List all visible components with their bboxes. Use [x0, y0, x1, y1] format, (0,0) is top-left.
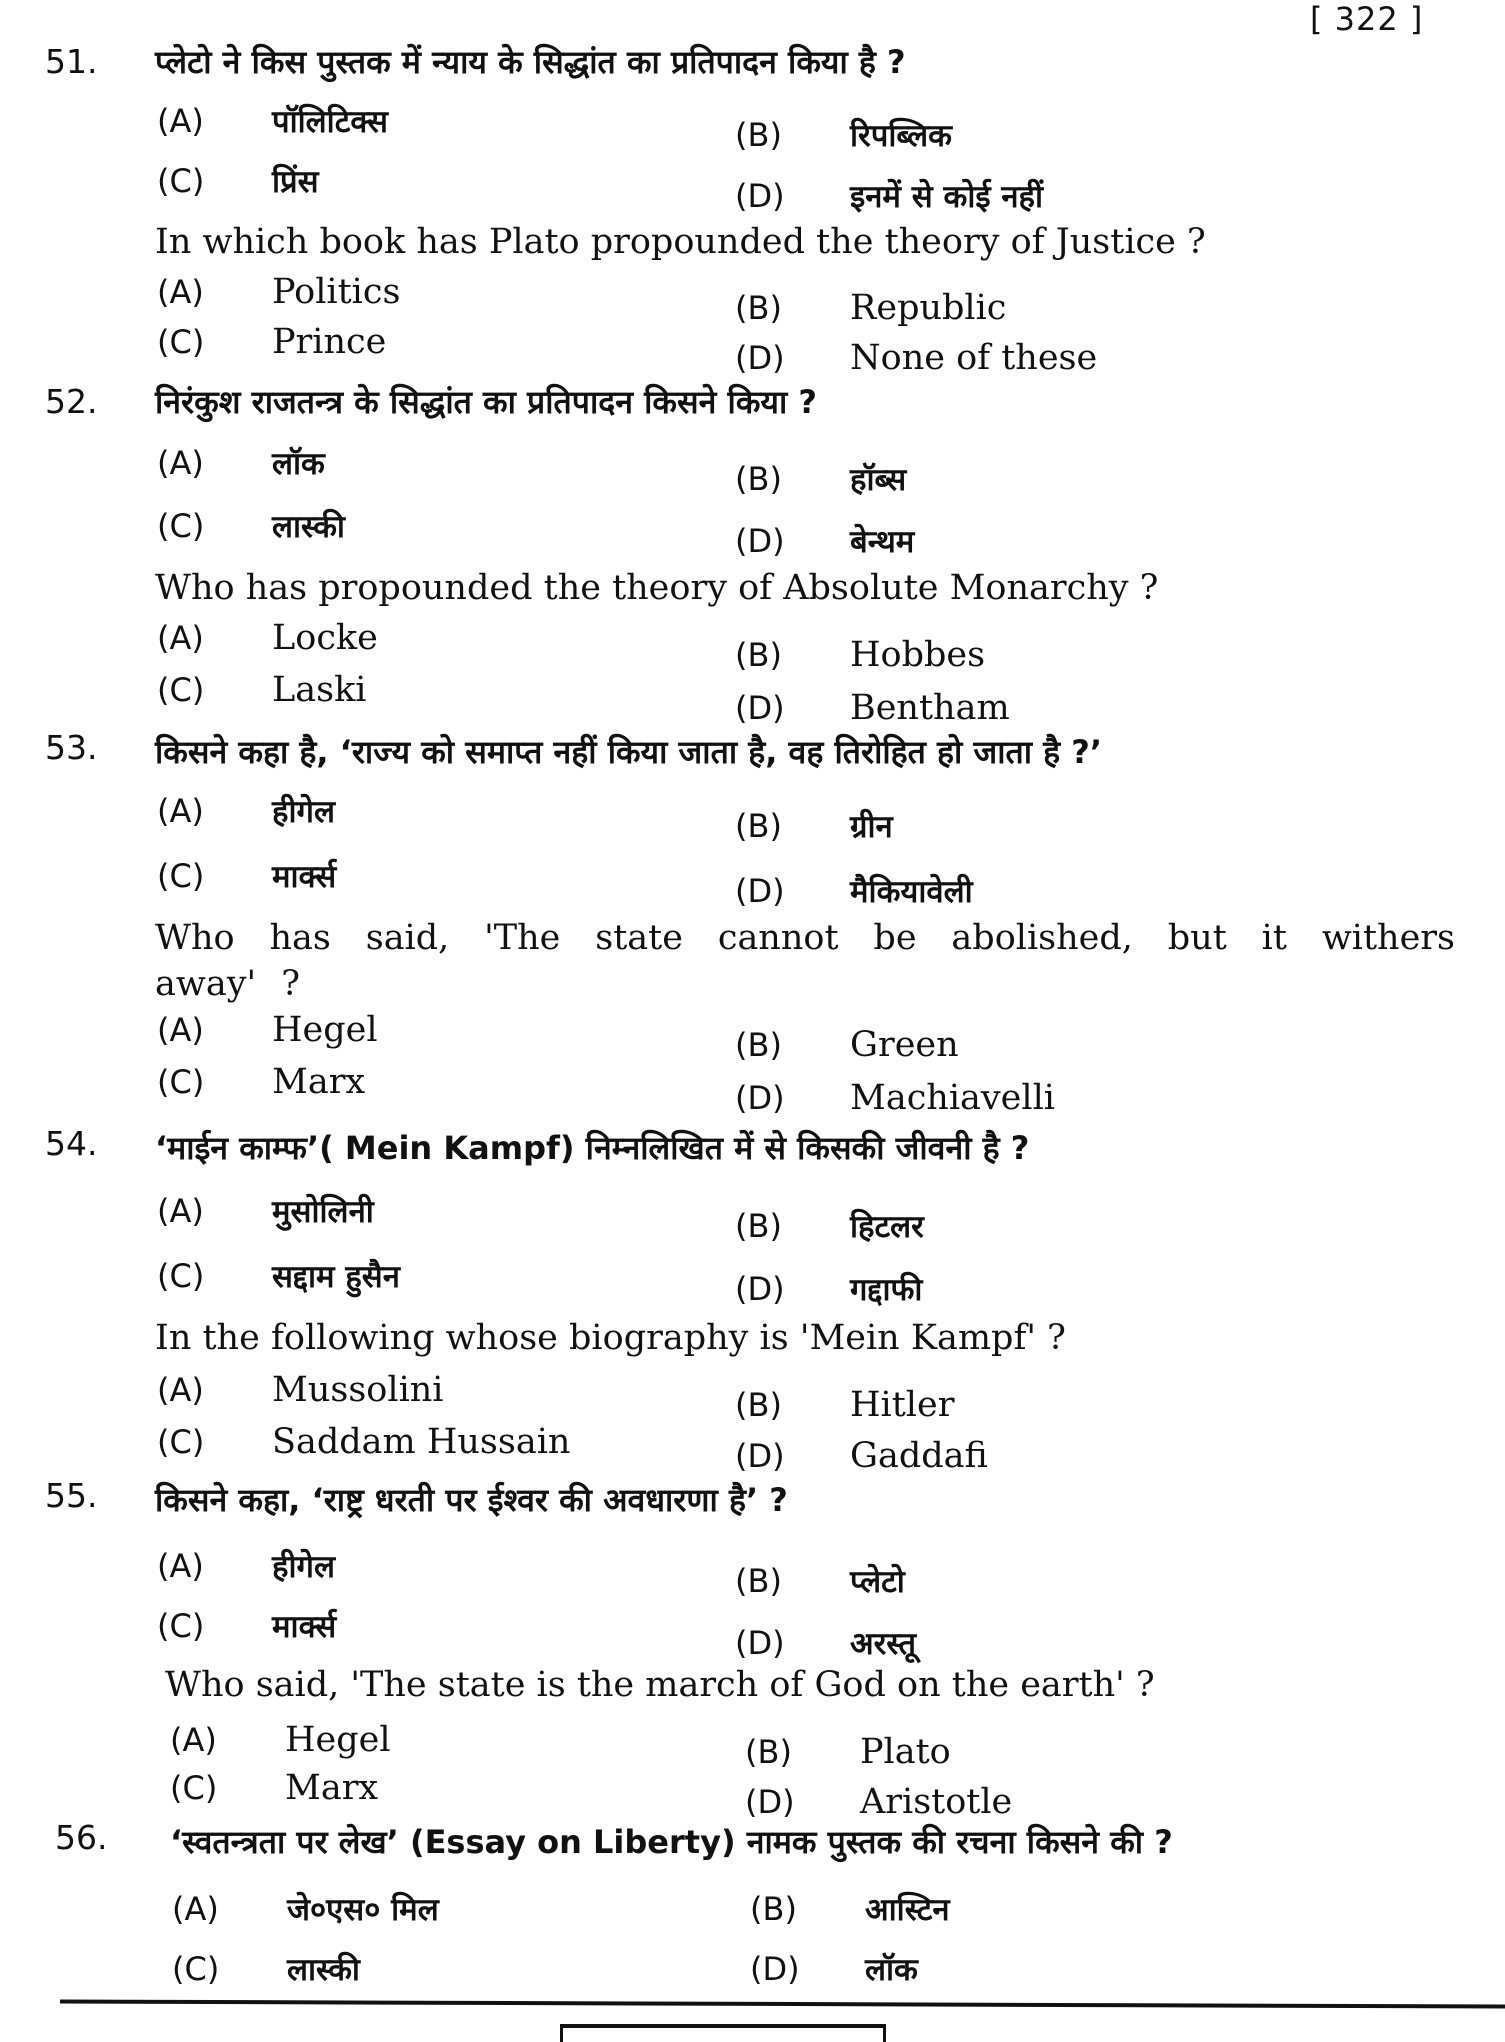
question-number: 54. — [45, 1124, 98, 1163]
option-label: (A) — [157, 1011, 204, 1049]
option-label: (D) — [735, 339, 785, 377]
option-a-english — [170, 1720, 391, 1760]
option-a-hindi — [157, 1190, 374, 1232]
option-label: (B) — [735, 1562, 782, 1600]
option-a-hindi — [157, 1545, 335, 1587]
option-label: (A) — [157, 102, 204, 140]
option-value: Marx — [272, 1062, 366, 1102]
question-number: 55. — [45, 1476, 98, 1515]
option-value: Green — [850, 1025, 959, 1065]
option-label: (D) — [750, 1950, 800, 1988]
option-label: (D) — [735, 522, 785, 560]
option-value: हीगेल — [272, 1549, 335, 1585]
question-number: 52. — [45, 382, 98, 421]
option-value: गद्दाफी — [850, 1272, 923, 1308]
option-value: हॉब्स — [850, 462, 907, 498]
option-value: प्रिंस — [272, 164, 319, 200]
option-b-english — [735, 635, 985, 675]
option-value: पॉलिटिक्स — [272, 104, 389, 140]
option-label: (B) — [735, 807, 782, 845]
option-d-english — [735, 1078, 1055, 1118]
option-value: Saddam Hussain — [272, 1422, 571, 1462]
option-value: लॉक — [272, 446, 325, 482]
option-label: (C) — [157, 323, 205, 361]
option-b-hindi — [735, 1560, 905, 1602]
option-b-hindi — [750, 1888, 950, 1930]
option-b-hindi — [735, 114, 952, 156]
option-a-hindi — [157, 100, 388, 142]
option-value: Aristotle — [860, 1782, 1013, 1822]
option-value: Machiavelli — [850, 1078, 1055, 1118]
question-text-hindi: ‘माईन काम्फ’( Mein Kampf) निम्नलिखित में से किसकी जीवनी है ? — [155, 1129, 1030, 1167]
option-label: (A) — [157, 273, 204, 311]
option-value: रिपब्लिक — [850, 118, 952, 154]
option-value: हिटलर — [850, 1209, 924, 1245]
option-value: Locke — [272, 618, 378, 658]
option-a-english — [157, 1010, 378, 1050]
option-label: (C) — [157, 1257, 205, 1295]
question-text-hindi: निरंकुश राजतन्त्र के सिद्धांत का प्रतिपादन किसने किया ? — [155, 383, 817, 421]
option-a-english — [157, 618, 378, 658]
option-c-hindi — [157, 855, 336, 897]
option-c-english — [170, 1768, 378, 1808]
option-value: लास्की — [272, 509, 345, 545]
option-label: (D) — [745, 1783, 795, 1821]
option-c-hindi — [157, 1255, 400, 1297]
option-value: Bentham — [850, 688, 1010, 728]
option-value: लॉक — [865, 1952, 918, 1988]
option-value: Mussolini — [272, 1370, 444, 1410]
page-number: [ 322 ] — [1310, 0, 1424, 38]
question-text-english: In the following whose biography is 'Mein Kampf' ? — [155, 1318, 1066, 1358]
question-text-english: Who has propounded the theory of Absolute Monarchy ? — [155, 568, 1159, 608]
option-label: (C) — [157, 162, 205, 200]
question-text-english: In which book has Plato propounded the theory of Justice ? — [155, 222, 1206, 262]
option-value: अरस्तू — [850, 1626, 917, 1662]
option-d-hindi — [750, 1948, 918, 1990]
question-text-hindi: प्लेटो ने किस पुस्तक में न्याय के सिद्धांत का प्रतिपादन किया है ? — [155, 43, 906, 81]
option-b-english — [745, 1732, 951, 1772]
option-label: (B) — [735, 460, 782, 498]
option-label: (B) — [735, 1207, 782, 1245]
option-label: (D) — [735, 872, 785, 910]
option-value: मार्क्स — [272, 859, 337, 895]
question-number: 51. — [45, 42, 98, 81]
option-label: (C) — [157, 857, 205, 895]
option-label: (D) — [735, 177, 785, 215]
option-label: (C) — [172, 1950, 220, 1988]
option-label: (A) — [157, 1192, 204, 1230]
option-value: Marx — [285, 1768, 379, 1808]
option-label: (C) — [157, 1063, 205, 1101]
question-text-english: Who said, 'The state is the march of God on the earth' ? — [165, 1665, 1155, 1705]
option-a-hindi — [157, 442, 325, 484]
option-b-hindi — [735, 458, 906, 500]
option-b-hindi — [735, 805, 893, 847]
option-label: (C) — [170, 1769, 218, 1807]
option-label: (A) — [157, 444, 204, 482]
option-label: (B) — [750, 1890, 797, 1928]
option-label: (B) — [735, 1386, 782, 1424]
option-d-hindi — [735, 1268, 922, 1310]
option-label: (D) — [735, 689, 785, 727]
option-c-english — [157, 1062, 365, 1102]
option-value: Plato — [860, 1732, 951, 1772]
option-label: (A) — [157, 1371, 204, 1409]
option-label: (C) — [157, 1607, 205, 1645]
option-label: (B) — [735, 1026, 782, 1064]
question-text-hindi: किसने कहा है, ‘राज्य को समाप्त नहीं किया जाता है, वह तिरोहित हो जाता है ?’ — [155, 733, 1103, 771]
footer-divider — [60, 1999, 1505, 2008]
option-value: सद्दाम हुसैन — [272, 1259, 400, 1295]
question-number: 56. — [55, 1818, 108, 1857]
option-value: आस्टिन — [865, 1892, 950, 1928]
option-value: ग्रीन — [850, 809, 893, 845]
option-label: (D) — [735, 1079, 785, 1117]
footer-tab-box — [560, 2024, 886, 2042]
option-label: (D) — [735, 1437, 785, 1475]
option-value: मार्क्स — [272, 1609, 337, 1645]
option-c-hindi — [157, 160, 319, 202]
option-label: (A) — [172, 1890, 219, 1928]
option-value: Hegel — [285, 1720, 391, 1760]
option-d-hindi — [735, 870, 973, 912]
option-d-english — [745, 1782, 1012, 1822]
option-value: Hobbes — [850, 635, 986, 675]
option-value: Laski — [272, 670, 367, 710]
option-d-hindi — [735, 175, 1043, 217]
option-d-english — [735, 688, 1010, 728]
option-c-hindi — [157, 505, 345, 547]
option-label: (C) — [157, 671, 205, 709]
option-value: None of these — [850, 338, 1098, 378]
option-label: (D) — [735, 1270, 785, 1308]
option-label: (C) — [157, 1423, 205, 1461]
option-value: जे०एस० मिल — [287, 1892, 439, 1928]
option-value: Gaddafi — [850, 1436, 988, 1476]
option-d-english — [735, 338, 1097, 378]
option-d-hindi — [735, 1622, 916, 1664]
option-value: Hegel — [272, 1010, 378, 1050]
option-label: (B) — [735, 636, 782, 674]
question-number: 53. — [45, 728, 98, 767]
option-b-english — [735, 288, 1006, 328]
question-text-english: Who has said, 'The state cannot be abolished, but it withers away' ? — [155, 918, 1455, 1004]
option-value: इनमें से कोई नहीं — [850, 179, 1044, 215]
question-text-hindi: ‘स्वतन्त्रता पर लेख’ (Essay on Liberty) नामक पुस्तक की रचना किसने की ? — [170, 1823, 1173, 1861]
option-c-english — [157, 1422, 570, 1462]
option-value: बेन्थम — [850, 524, 915, 560]
option-value: Politics — [272, 272, 401, 312]
option-d-hindi — [735, 520, 914, 562]
option-label: (A) — [157, 619, 204, 657]
option-label: (B) — [735, 289, 782, 327]
option-b-hindi — [735, 1205, 924, 1247]
question-text-hindi: किसने कहा, ‘राष्ट्र धरती पर ईश्वर की अवधारणा है’ ? — [155, 1481, 788, 1519]
option-label: (D) — [735, 1624, 785, 1662]
option-value: Prince — [272, 322, 387, 362]
option-label: (B) — [745, 1733, 792, 1771]
option-a-english — [157, 1370, 444, 1410]
option-value: प्लेटो — [850, 1564, 905, 1600]
option-value: मुसोलिनी — [272, 1194, 374, 1230]
option-b-english — [735, 1025, 959, 1065]
option-label: (A) — [157, 792, 204, 830]
option-a-english — [157, 272, 400, 312]
option-label: (A) — [170, 1721, 217, 1759]
option-label: (A) — [157, 1547, 204, 1585]
option-c-hindi — [157, 1605, 336, 1647]
option-a-hindi — [172, 1888, 439, 1930]
option-label: (C) — [157, 507, 205, 545]
option-c-hindi — [172, 1948, 360, 1990]
option-label: (B) — [735, 116, 782, 154]
option-value: मैकियावेली — [850, 874, 973, 910]
option-value: Hitler — [850, 1385, 955, 1425]
option-value: Republic — [850, 288, 1007, 328]
option-value: हीगेल — [272, 794, 335, 830]
option-value: लास्की — [287, 1952, 360, 1988]
option-b-english — [735, 1385, 954, 1425]
option-a-hindi — [157, 790, 335, 832]
option-d-english — [735, 1436, 988, 1476]
option-c-english — [157, 322, 386, 362]
option-c-english — [157, 670, 366, 710]
